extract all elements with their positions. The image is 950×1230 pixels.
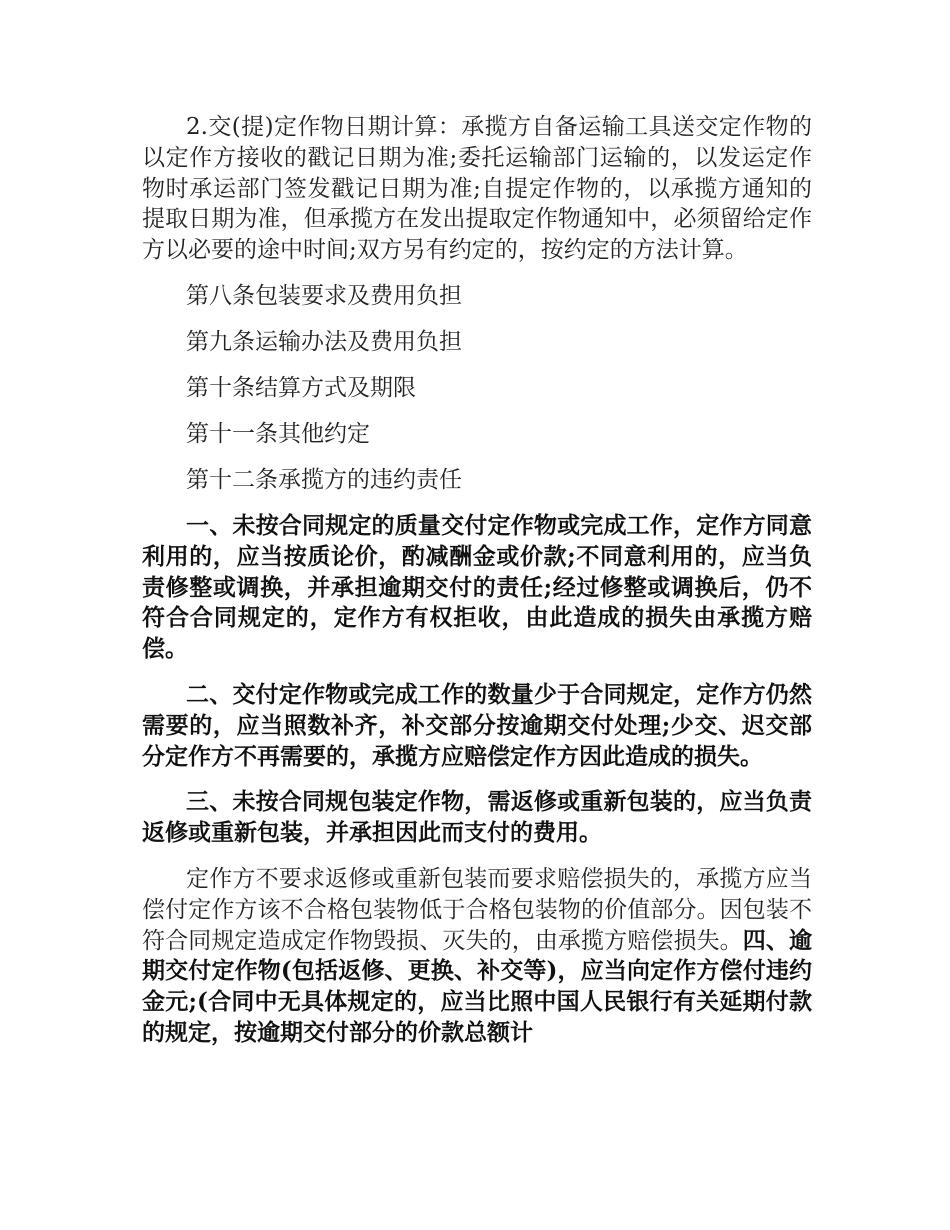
paragraph-delivery-date: 2.交(提)定作物日期计算：承揽方自备运输工具送交定作物的以定作方接收的戳记日期为准;委托运输部门运输的，以发运定作物时承运部门签发戳记日期为准;自提定作物的，以承揽方通知的提取日期为准，但承揽方在发出提取定作物通知中，必须留给定作方以必要的途中时间;双方另有约定的，按约定的方法计算。 (142, 114, 812, 264)
article-10-heading: 第十条结算方式及期限 (186, 374, 416, 401)
article-9-heading: 第九条运输办法及费用负担 (186, 328, 462, 355)
clause-2-quantity: 二、交付定作物或完成工作的数量少于合同规定，定作方仍然需要的，应当照数补齐，补交部分按逾期交付处理;少交、迟交部分定作方不再需要的，承揽方应赔偿定作方因此造成的损失。 (142, 680, 812, 770)
clause-3-packaging: 三、未按合同规包装定作物，需返修或重新包装的，应当负责返修或重新包装，并承担因此而支付的费用。 (142, 788, 812, 847)
packaging-compensation-text: 定作方不要求返修或重新包装而要求赔偿损失的，承揽方应当偿付定作方该不合格包装物低于合格包装物的价值部分。因包装不符合同规定造成定作物毁损、灭失的，由承揽方赔偿损失。 (142, 865, 812, 954)
document-page (142, 112, 812, 1049)
article-8-heading: 第八条包装要求及费用负担 (186, 282, 462, 309)
clause-4-late-delivery: 四、逾期交付定作物(包括返修、更换、补交等)，应当向定作方偿付违约金元;(合同中无具体规定的，应当比照中国人民银行有关延期付款的规定，按逾期交付部分的价款总额计 (142, 926, 813, 1046)
paragraph-packaging-compensation (142, 864, 812, 1049)
article-12-heading: 第十二条承揽方的违约责任 (186, 466, 462, 493)
clause-1-quality: 一、未按合同规定的质量交付定作物或完成工作，定作方同意利用的，应当按质论价，酌减酬金或价款;不同意利用的，应当负责修整或调换，并承担逾期交付的责任;经过修整或调换后，仍不符合合同规定的，定作方有权拒收，由此造成的损失由承揽方赔偿。 (142, 511, 812, 663)
article-11-heading: 第十一条其他约定 (186, 420, 370, 447)
